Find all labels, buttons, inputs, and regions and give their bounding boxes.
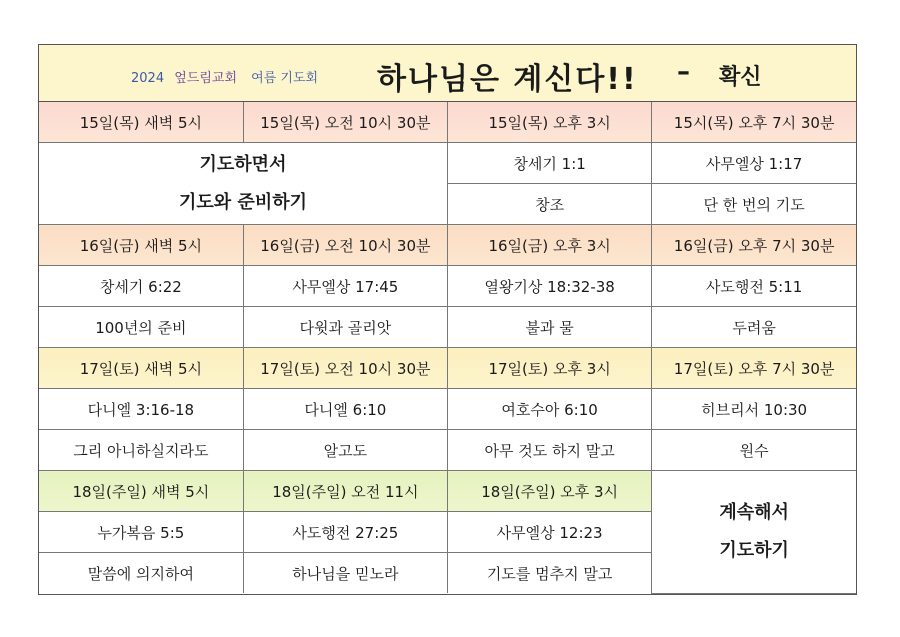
verse-cell: 창세기 1:1 [448, 143, 652, 184]
topic-cell: 창조 [448, 184, 652, 225]
merged-note-line: 계속해서 [719, 501, 789, 523]
session-header: 15시(목) 오후 7시 30분 [652, 102, 856, 143]
year-label: 2024 [131, 71, 165, 86]
session-header: 18일(주일) 새벽 5시 [39, 471, 243, 512]
day15-verse-row [39, 143, 856, 184]
theme-label: 확신 [719, 65, 762, 90]
merged-note-line: 기도하기 [719, 539, 789, 561]
verse-cell: 누가복음 5:5 [39, 512, 243, 553]
merged-note-cell [652, 471, 856, 594]
title-dash: – [677, 57, 690, 87]
verse-cell: 열왕기상 18:32-38 [448, 266, 652, 307]
verse-cell: 사무엘상 17:45 [243, 266, 447, 307]
verse-cell: 사도행전 27:25 [243, 512, 447, 553]
verse-cell: 히브리서 10:30 [652, 389, 856, 430]
merged-note-cell [39, 143, 448, 225]
session-header: 17일(토) 오후 3시 [448, 348, 652, 389]
session-header: 15일(목) 오후 3시 [448, 102, 652, 143]
merged-note-line: 기도하면서 [199, 153, 287, 175]
day16-verse-row [39, 266, 856, 307]
topic-cell: 불과 물 [448, 307, 652, 348]
topic-cell: 알고도 [243, 430, 447, 471]
topic-cell: 원수 [652, 430, 856, 471]
session-header: 15일(목) 오전 10시 30분 [243, 102, 447, 143]
topic-cell: 다윗과 골리앗 [243, 307, 447, 348]
session-header: 16일(금) 오후 7시 30분 [652, 225, 856, 266]
topic-cell: 두려움 [652, 307, 856, 348]
topic-cell: 100년의 준비 [39, 307, 243, 348]
day15-header-row [39, 102, 856, 143]
session-header: 16일(금) 오후 3시 [448, 225, 652, 266]
verse-cell: 사무엘상 1:17 [652, 143, 856, 184]
topic-cell: 단 한 번의 기도 [652, 184, 856, 225]
verse-cell: 다니엘 6:10 [243, 389, 447, 430]
schedule-table [39, 102, 856, 594]
topic-cell: 기도를 멈추지 말고 [448, 553, 652, 594]
verse-cell: 사도행전 5:11 [652, 266, 856, 307]
day17-topic-row [39, 430, 856, 471]
church-name: 엎드림교회 [174, 71, 238, 86]
day18-header-row [39, 471, 856, 512]
event-name: 여름 기도회 [251, 71, 319, 86]
topic-cell: 말씀에 의지하여 [39, 553, 243, 594]
day16-topic-row [39, 307, 856, 348]
session-header: 17일(토) 오후 7시 30분 [652, 348, 856, 389]
topic-cell: 그리 아니하실지라도 [39, 430, 243, 471]
session-header: 16일(금) 오전 10시 30분 [243, 225, 447, 266]
main-title: 하나님은 계신다!! [377, 62, 638, 97]
title-row [39, 45, 856, 102]
session-header: 18일(주일) 오전 11시 [243, 471, 447, 512]
verse-cell: 창세기 6:22 [39, 266, 243, 307]
session-header: 16일(금) 새벽 5시 [39, 225, 243, 266]
session-header: 18일(주일) 오후 3시 [448, 471, 652, 512]
session-header: 17일(토) 오전 10시 30분 [243, 348, 447, 389]
verse-cell: 다니엘 3:16-18 [39, 389, 243, 430]
topic-cell: 하나님을 믿노라 [243, 553, 447, 594]
subtitle [131, 67, 318, 86]
session-header: 15일(목) 새벽 5시 [39, 102, 243, 143]
day17-verse-row [39, 389, 856, 430]
merged-note-line: 기도와 준비하기 [179, 191, 307, 213]
verse-cell: 여호수아 6:10 [448, 389, 652, 430]
day17-header-row [39, 348, 856, 389]
session-header: 17일(토) 새벽 5시 [39, 348, 243, 389]
topic-cell: 아무 것도 하지 말고 [448, 430, 652, 471]
verse-cell: 사무엘상 12:23 [448, 512, 652, 553]
day16-header-row [39, 225, 856, 266]
schedule-sheet [38, 44, 857, 595]
